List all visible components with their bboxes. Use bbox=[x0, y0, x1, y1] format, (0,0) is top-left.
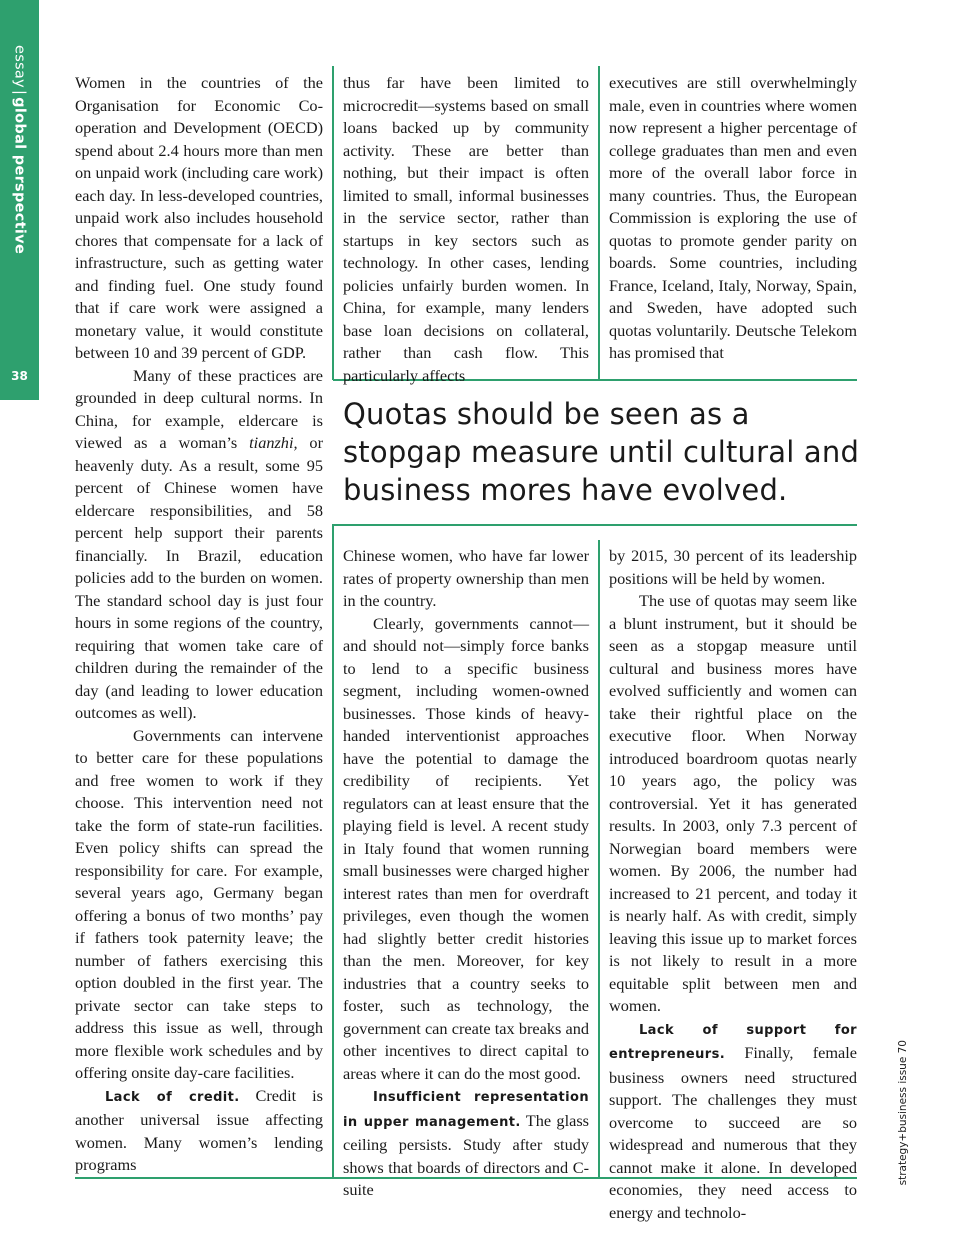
paragraph-text: Credit is another universal issue affecting women. Many women’s lending programs bbox=[75, 1085, 323, 1174]
pull-quote: Quotas should be seen as a stopgap measure until cultural and business mores have evolved. bbox=[343, 397, 860, 507]
subhead-insufficient-representation: Insufficient representation in upper management. bbox=[343, 1090, 589, 1130]
section-label-essay: essay bbox=[11, 45, 28, 88]
paragraph: by 2015, 30 percent of its leadership positions will be held by women. bbox=[609, 546, 857, 588]
article-column-3-bottom bbox=[609, 545, 857, 1224]
column-rule-left bbox=[332, 66, 334, 380]
paragraph-text: or heavenly duty. As a result, some 95 percent of Chinese women have eldercare responsibilities, and 58 percent help support their parents financially. In Brazil, education policies add to the burden on women. The standard school day is just four hours in some regions of the country, requiring that women take care of children during the remainder of the day (and leading to lower education outcomes as well). bbox=[75, 433, 323, 722]
article-column-1 bbox=[75, 72, 323, 1177]
subhead-lack-of-support: Lack of support for entrepreneurs. bbox=[609, 1022, 857, 1062]
paragraph: The use of quotas may seem like a blunt instrument, but it should be seen as a stopgap measure until cultural and business mores have evolved sufficiently and women can take their rightful place on the executive floor. When Norway introduced boardroom quotas nearly 10 years ago, the policy was controversial. Yet it has generated results. In 2003, only 7.3 percent of Norwegian board members were women. By 2006, the number had increased to 21 percent, and today it is nearly half. As with credit, simply leaving this issue up to market forces is not likely to result in a more equitable split between men and women. bbox=[609, 591, 857, 1015]
column-rule-right bbox=[598, 66, 600, 380]
emphasis-term: tianzhi, bbox=[249, 433, 298, 452]
article-column-2-top bbox=[343, 72, 589, 387]
section-label bbox=[12, 45, 27, 254]
paragraph-text: Finally, female business owners need structured support. The challenges they must overcome to succeed are so widespread and numerous that they cannot make it alone. In developed economies, they need access to energy and technolo- bbox=[609, 1043, 857, 1222]
paragraph bbox=[343, 1085, 589, 1202]
paragraph-text: Many of these practices are grounded in deep cultural norms. In China, for example, eldercare is viewed as a woman’s bbox=[75, 365, 323, 452]
paragraph-text: The glass ceiling persists. Study after study shows that boards of directors and C-suite bbox=[343, 1110, 589, 1199]
paragraph: Governments can intervene to better care for these populations and free women to work if they choose. This intervention need not take the form of state-run facilities. Even policy shifts can spread the responsibility for care. For example, several years ago, Germany began offering a bonus of two months’ pay if fathers took paternity leave; the number of fathers exercising this option doubled in the first year. The private sector can take steps to address this issue as well, through more flexible work schedules and by offering onsite day-care facilities. bbox=[75, 725, 323, 1082]
article-column-2-bottom bbox=[343, 545, 589, 1202]
paragraph bbox=[75, 365, 323, 725]
paragraph: thus far have been limited to microcredit—systems based on small loans backed up by community activity. These are better than nothing, but their impact is often limited to small, informal businesses in the service sector, rather than startups in key sectors such as technology. In other cases, lending policies unfairly burden women. In China, for example, many lenders base loan decisions on collateral, rather than cash flow. This particularly affects bbox=[343, 73, 589, 385]
paragraph: executives are still overwhelmingly male, even in countries where women now represent a higher percentage of college graduates than men and even more of the overall labor force in many countries. Thus, the European Commission is exploring the use of quotas to promote gender parity on boards. Some countries, including France, Iceland, Italy, Norway, Spain, and Sweden, have adopted such quotas voluntarily. Deutsche Telekom has promised that bbox=[609, 73, 857, 362]
section-label-global-perspective: global perspective bbox=[11, 97, 28, 255]
publication-footer: strategy+business issue 70 bbox=[897, 1040, 909, 1186]
paragraph: Clearly, governments cannot—and should not—simply force banks to lend to a specific business segment, including women-owned businesses. Those kinds of heavy-handed interventionist approaches have the potential to damage the credibility of recipients. Yet regulators can at least ensure that the playing field is level. A recent study in Italy found that women running small businesses were charged higher interest rates than men for overdraft privileges, even though the women had slightly better credit histories than the men. Moreover, for key industries that a country seeks to foster, such as technology, the government can create tax breaks and other incentives to direct capital to areas where it can do the most good. bbox=[343, 613, 589, 1083]
subhead-lack-of-credit: Lack of credit. bbox=[105, 1089, 240, 1105]
column-rule-right-lower bbox=[598, 540, 600, 1178]
paragraph: Women in the countries of the Organisation for Economic Co-operation and Development (OECD) spend about 2.4 hours more than men on unpaid work (including care work) each day. In less-developed countries, unpaid work also includes household chores that compensate for a lack of infrastructure, such as getting water and finding fuel. One study found that if care work were assigned a monetary value, it would constitute between 10 and 39 percent of GDP. bbox=[75, 73, 323, 362]
page-number: 38 bbox=[11, 369, 28, 383]
article-column-3-top bbox=[609, 72, 857, 365]
paragraph bbox=[75, 1085, 323, 1177]
paragraph: Chinese women, who have far lower rates of property ownership than men in the country. bbox=[343, 546, 589, 610]
column-rule-left-lower bbox=[332, 524, 334, 1178]
pullquote-rule-bottom bbox=[333, 524, 857, 526]
section-label-separator: | bbox=[11, 90, 28, 96]
paragraph bbox=[609, 1018, 857, 1225]
